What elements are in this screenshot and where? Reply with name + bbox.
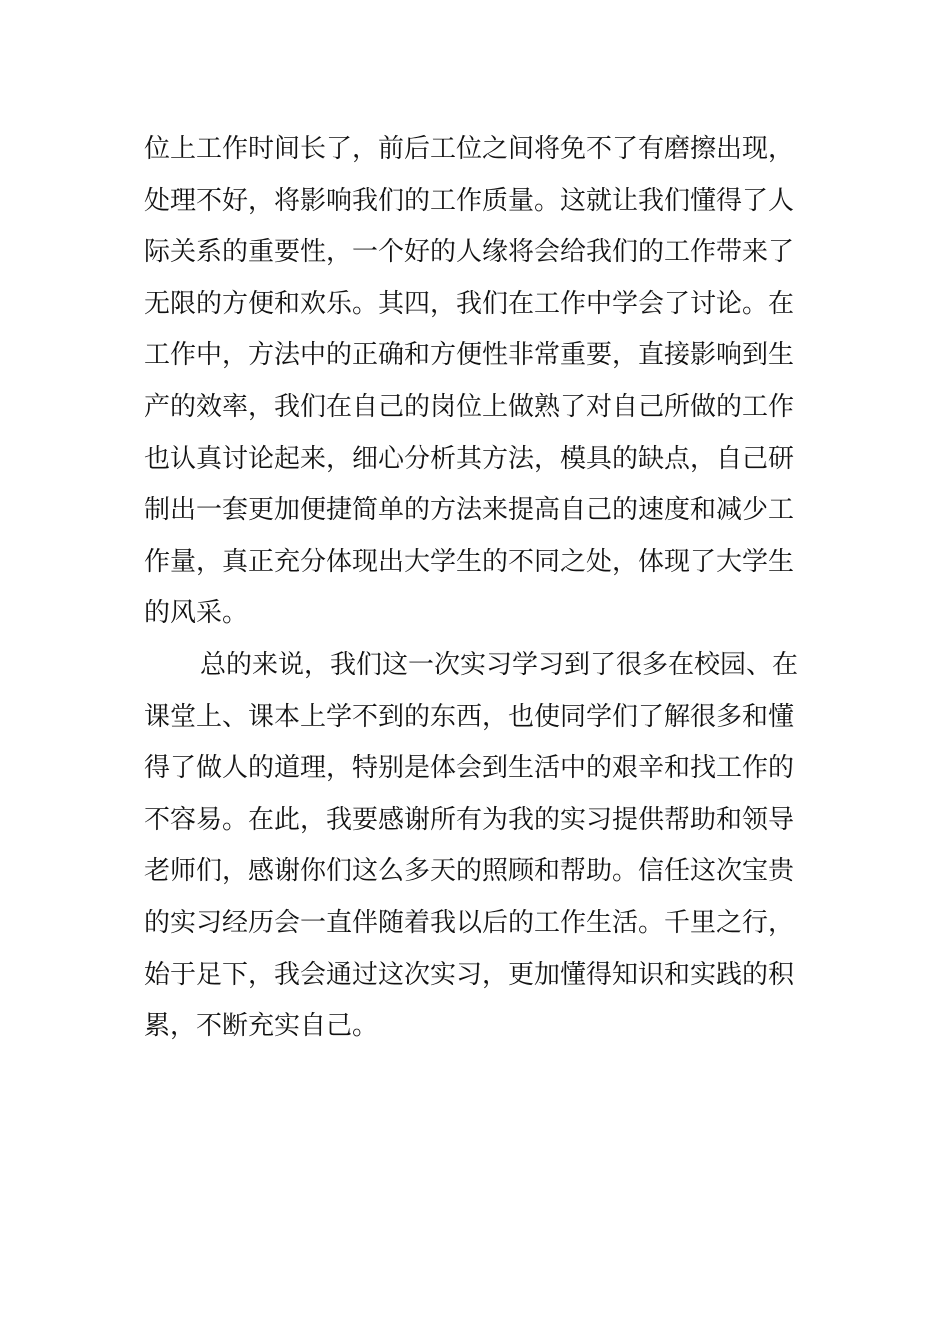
text-line: 产的效率，我们在自己的岗位上做熟了对自己所做的工作 bbox=[144, 391, 795, 422]
text-line: 得了做人的道理，特别是体会到生活中的艰辛和找工作的 bbox=[144, 753, 795, 784]
text-line-indented: 总的来说，我们这一次实习学习到了很多在校园、在 bbox=[200, 649, 799, 680]
text-line: 不容易。在此，我要感谢所有为我的实习提供帮助和领导 bbox=[144, 804, 795, 835]
text-line: 的实习经历会一直伴随着我以后的工作生活。千里之行， bbox=[144, 907, 795, 938]
paragraph-continued bbox=[144, 124, 824, 640]
text-line: 课堂上、课本上学不到的东西，也使同学们了解很多和懂 bbox=[144, 701, 795, 732]
text-line: 老师们，感谢你们这么多天的照顾和帮助。信任这次宝贵 bbox=[144, 856, 795, 887]
text-line: 制出一套更加便捷简单的方法来提高自己的速度和减少工 bbox=[144, 495, 795, 526]
text-line: 处理不好，将影响我们的工作质量。这就让我们懂得了人 bbox=[144, 185, 795, 216]
text-line: 也认真讨论起来，细心分析其方法，模具的缺点，自己研 bbox=[144, 443, 795, 474]
text-line: 位上工作时间长了，前后工位之间将免不了有磨擦出现， bbox=[144, 134, 795, 164]
text-line: 的风采。 bbox=[144, 598, 249, 629]
text-line: 作量，真正充分体现出大学生的不同之处，体现了大学生 bbox=[144, 546, 795, 577]
document-body bbox=[144, 124, 824, 1053]
text-line: 工作中，方法中的正确和方便性非常重要，直接影响到生 bbox=[144, 340, 795, 371]
text-line: 际关系的重要性，一个好的人缘将会给我们的工作带来了 bbox=[144, 237, 795, 268]
paragraph-conclusion bbox=[144, 640, 824, 1053]
text-line: 累，不断充实自己。 bbox=[144, 1011, 379, 1042]
text-line: 无限的方便和欢乐。其四，我们在工作中学会了讨论。在 bbox=[144, 288, 795, 319]
text-line: 始于足下，我会通过这次实习，更加懂得知识和实践的积 bbox=[144, 959, 795, 990]
